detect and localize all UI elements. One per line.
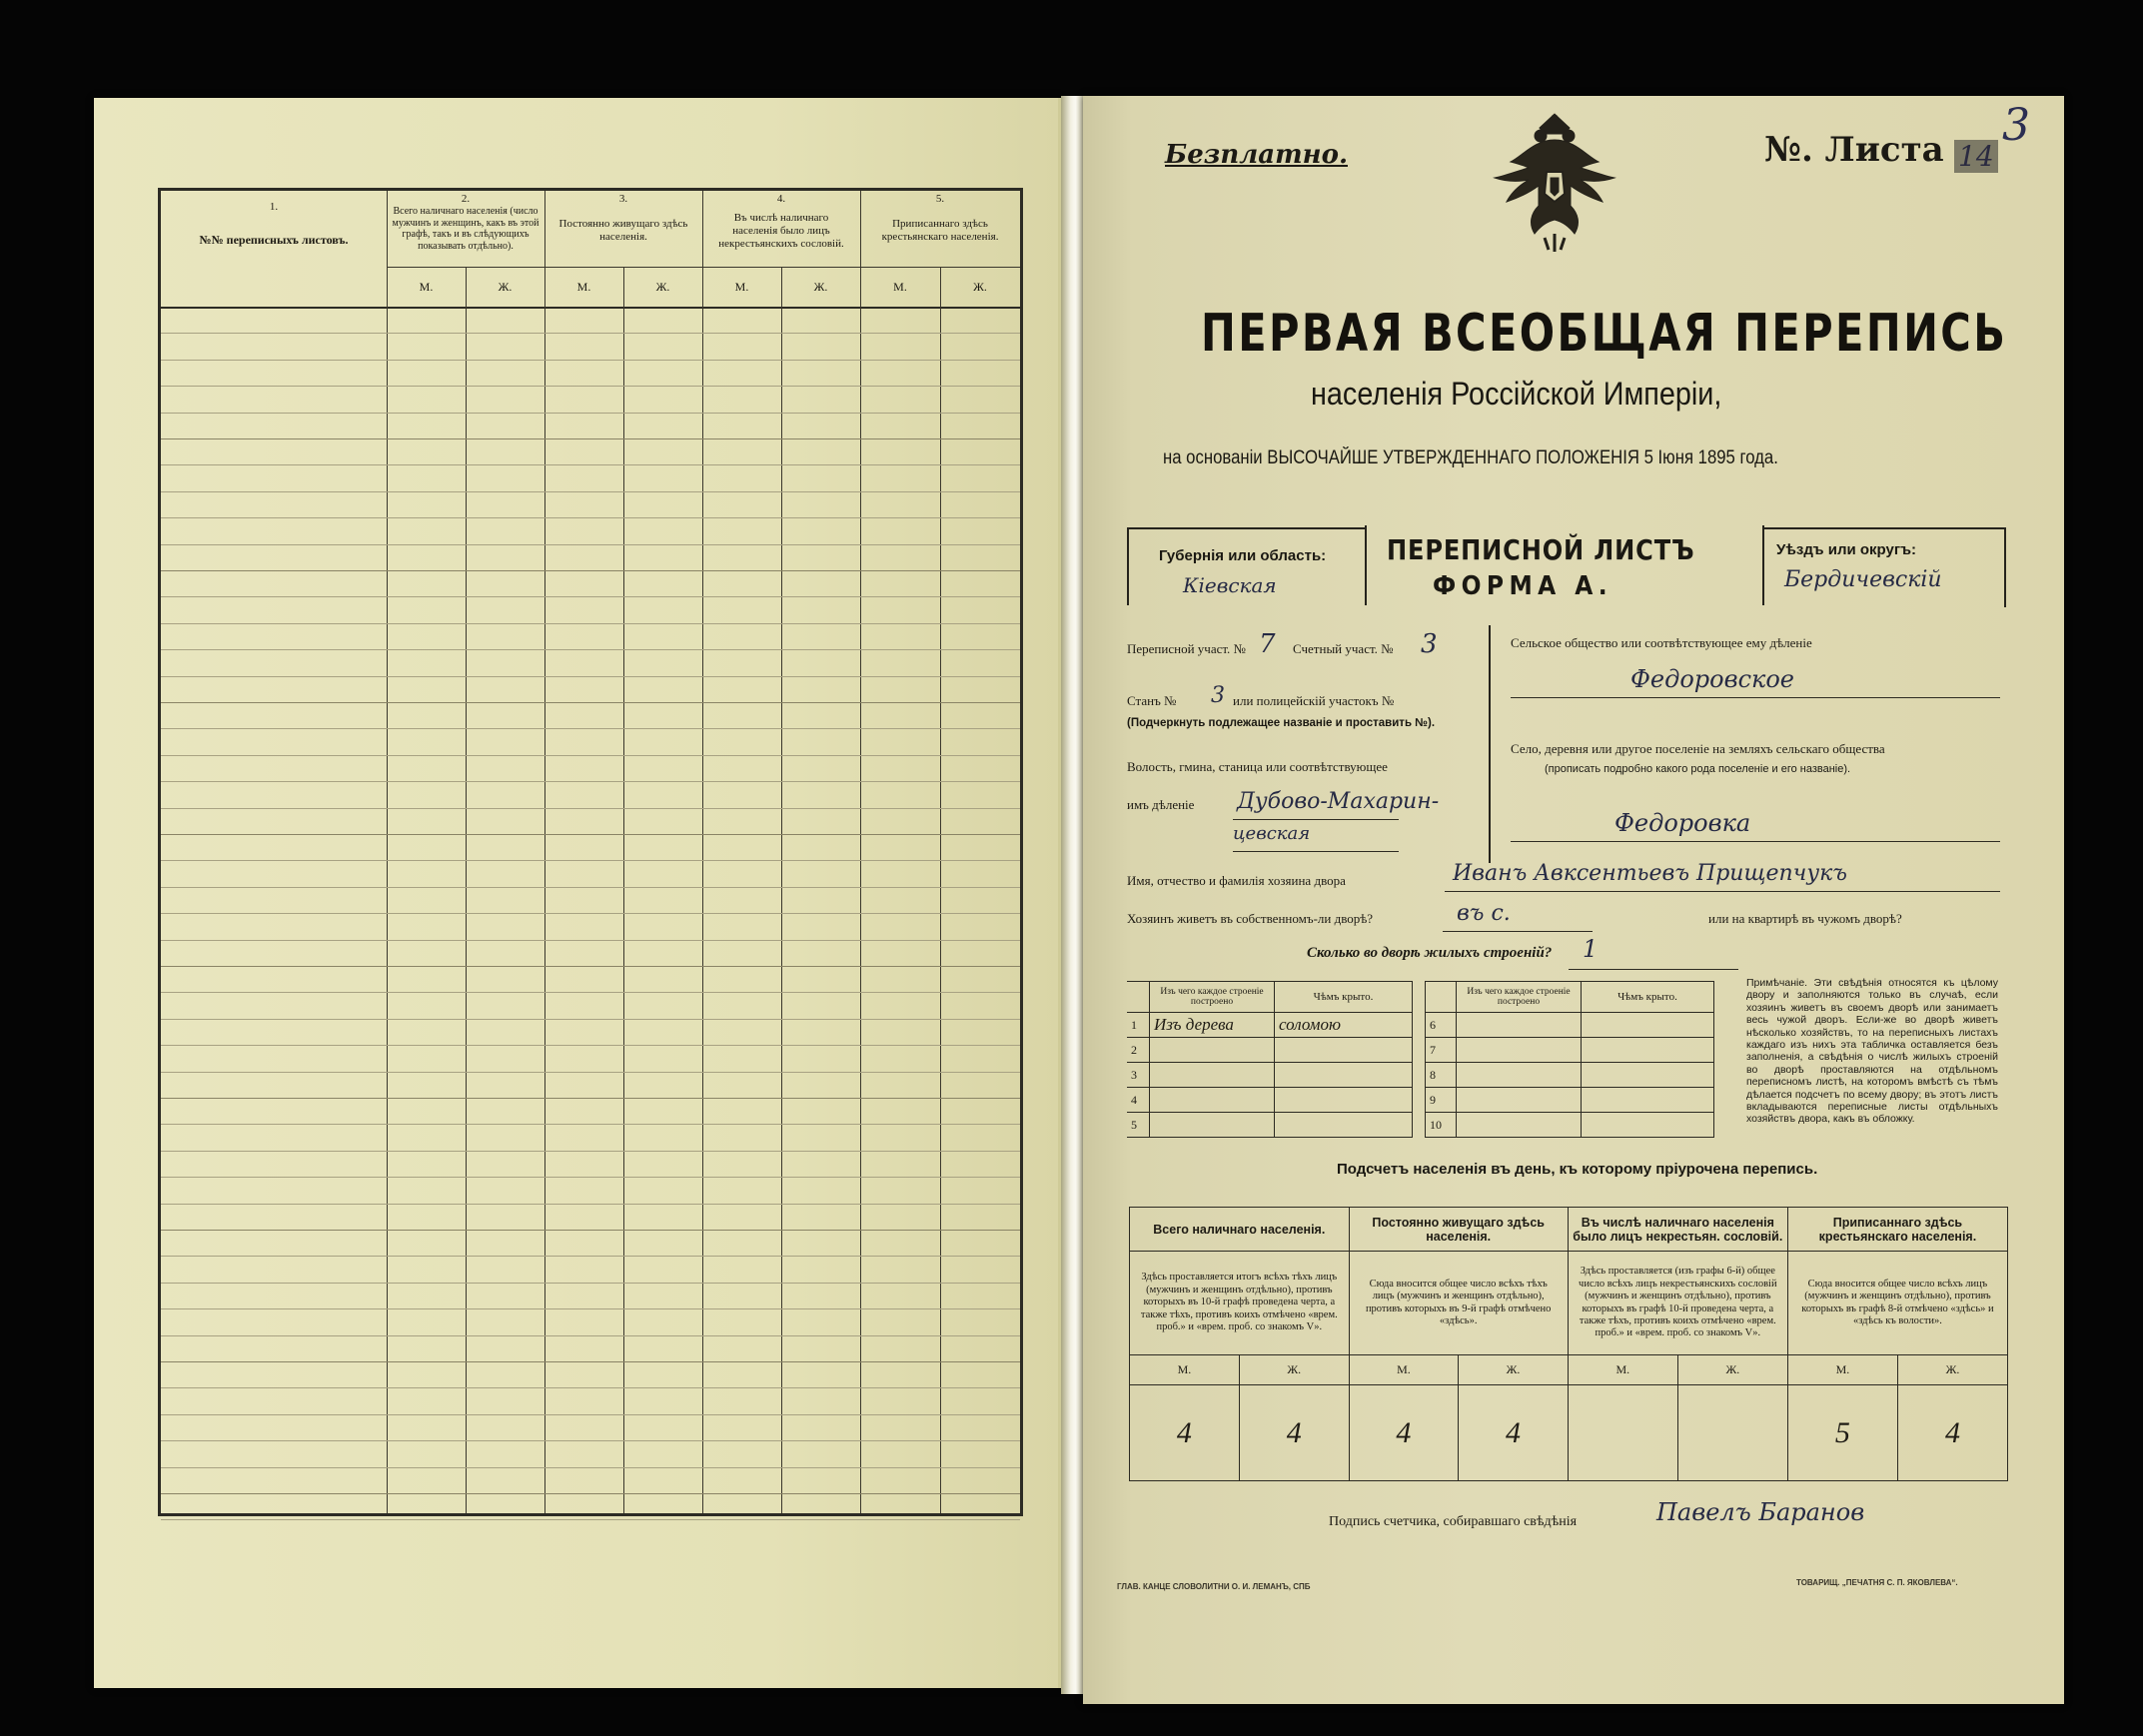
table-row-line <box>161 992 1020 993</box>
counting-district-label: Счетный участ. № <box>1293 641 1394 656</box>
table-row-line <box>161 755 1020 756</box>
right-page-census-form <box>1083 96 2064 1704</box>
tally-permanent-m: 4 <box>1349 1385 1459 1481</box>
table-row-line <box>161 1072 1020 1073</box>
table-row-line <box>161 702 1020 703</box>
col-divider <box>623 267 624 1513</box>
col3-header <box>544 191 702 267</box>
col1-header <box>161 191 387 267</box>
tally-peasant-zh: 4 <box>1897 1385 2007 1481</box>
tally-peasant-m: 5 <box>1787 1385 1897 1481</box>
printer-left: ГЛАВ. КАНЦЕ СЛОВОЛИТНИ О. И. ЛЕМАНЪ, СПБ <box>1117 1582 1311 1591</box>
table-row-line <box>161 1493 1020 1494</box>
table-row-line <box>161 517 1020 518</box>
table-row-line <box>161 1098 1020 1099</box>
imperial-eagle-emblem <box>1485 110 1624 260</box>
stan-value: 3 <box>1211 683 1225 708</box>
table-row-line <box>161 940 1020 941</box>
table-row-line <box>161 649 1020 650</box>
tally-permanent-zh: 4 <box>1459 1385 1569 1481</box>
subtitle: населенія Россійской Имперіи, <box>1311 376 1722 412</box>
main-title: ПЕРВАЯ ВСЕОБЩАЯ ПЕРЕПИСЬ <box>1201 304 2008 364</box>
table-row-line <box>161 386 1020 387</box>
bt-header-material: Изъ чего каждое строеніе построено <box>1150 982 1275 1013</box>
census-district-label: Переписной участ. № <box>1127 641 1246 656</box>
col5-header <box>860 191 1020 267</box>
village-note: (прописать подробно какого рода поселеніе и его названіе). <box>1545 763 1851 775</box>
col-divider <box>860 191 861 1513</box>
bt-row: 3 <box>1127 1063 1413 1088</box>
book-spine <box>1061 96 1085 1694</box>
sheet-number-label: №. Листа <box>1764 130 1944 170</box>
tally-m-label: М. <box>1787 1355 1897 1385</box>
printer-right: ТОВАРИЩ. „ПЕЧАТНЯ С. П. ЯКОВЛЕВА“. <box>1796 1578 1958 1587</box>
volost-label-line1: Волость, гмина, станица или соотвѣтствующее <box>1127 759 1388 774</box>
own-yard-value: въ с. <box>1457 901 1511 926</box>
rent-yard-label: или на квартирѣ въ чужомъ дворѣ? <box>1708 911 1902 926</box>
col2-number: 2. <box>461 193 471 205</box>
bt-row: 5 <box>1127 1113 1413 1138</box>
tally-non-peasant-m <box>1568 1385 1677 1481</box>
tally-desc-peasant: Сюда вносится общее число всѣхъ лицъ (мужчинъ и женщинъ отдѣльно), противъ которыхъ въ графѣ 8-й отмѣчено «здѣсь» и «здѣсь къ волости». <box>1787 1252 2007 1355</box>
table-row-line <box>161 1019 1020 1020</box>
society-value: Федоровское <box>1630 665 1794 693</box>
col3-title: Постоянно живущаго здѣсь населенія. <box>558 218 688 243</box>
table-row-line <box>161 1177 1020 1178</box>
table-row-line <box>161 834 1020 835</box>
bt-row: 7 <box>1426 1038 1714 1063</box>
form-title-line1: ПЕРЕПИСНОЙ ЛИСТЪ <box>1387 533 1695 566</box>
left-tally-table <box>158 188 1023 1516</box>
col5-male-label: М. <box>893 280 907 294</box>
table-row-line <box>161 1361 1020 1362</box>
tally-head-non-peasant: Въ числѣ наличнаго населенія было лицъ некрестьян. сословій. <box>1568 1208 1787 1252</box>
left-table-header <box>161 191 1020 309</box>
tally-m-label: М. <box>1568 1355 1677 1385</box>
table-row-line <box>161 596 1020 597</box>
table-row-line <box>161 966 1020 967</box>
table-row-line <box>161 1256 1020 1257</box>
underline-note: (Подчеркнуть подлежащее названіе и проставить №). <box>1127 717 1436 729</box>
col3-male-label: М. <box>576 280 591 294</box>
col1-title: №№ переписныхъ листовъ. <box>199 233 349 247</box>
basis-line: на основаніи ВЫСОЧАЙШЕ УТВЕРЖДЕННАГО ПОЛОЖЕНІЯ 5 Іюня 1895 года. <box>1163 447 1778 468</box>
table-row-line <box>161 413 1020 414</box>
uezd-value: Бердичевскій <box>1784 567 1942 592</box>
tally-zh-label: Ж. <box>1897 1355 2007 1385</box>
table-row-line <box>161 1308 1020 1309</box>
tally-m-label: М. <box>1130 1355 1240 1385</box>
stan-label: Станъ № <box>1127 693 1177 708</box>
table-row-line <box>161 544 1020 545</box>
free-label: Безплатно. <box>1165 140 1348 170</box>
col4-male-label: М. <box>734 280 749 294</box>
owner-value: Иванъ Авксентьевъ Прищепчукъ <box>1453 861 1847 886</box>
table-row-line <box>161 1045 1020 1046</box>
tally-title: Подсчетъ населенія въ день, къ которому пріурочена перепись. <box>1337 1161 1818 1178</box>
col2-male-label: М. <box>419 280 434 294</box>
table-row-line <box>161 860 1020 861</box>
buildings-table-right <box>1425 981 1714 1138</box>
bt-row: 9 <box>1426 1088 1714 1113</box>
table-row-line <box>161 728 1020 729</box>
police-district-label: или полицейскій участокъ № <box>1233 693 1395 708</box>
col-divider <box>466 267 467 1513</box>
col4-female-label: Ж. <box>813 280 828 294</box>
buildings-table-left <box>1127 981 1413 1138</box>
bt-header-material: Изъ чего каждое строеніе построено <box>1457 982 1582 1013</box>
tally-desc-non-peasant: Здѣсь проставляется (изъ графы 6-й) общее число всѣхъ лицъ некрестьянскихъ сословій (мужчинъ и женщинъ отдѣльно), противъ которыхъ въ графѣ 10-й проведена черта, а также тѣхъ, противъ коихъ отмѣчено «врем. проб.» и «врем. проб. со знакомъ V». <box>1568 1252 1787 1355</box>
table-row-line <box>161 491 1020 492</box>
buildings-label: Сколько во дворѣ жилыхъ строеній? <box>1307 945 1553 961</box>
signature-label: Подпись счетчика, собиравшаго свѣдѣнія <box>1329 1514 1578 1529</box>
col5-title: Приписаннаго здѣсь крестьянскаго населенія. <box>881 218 999 243</box>
table-row-line <box>161 438 1020 439</box>
col2-title: Всего наличнаго населенія (число мужчинъ и женщинъ, какъ въ этой графѣ, такъ и въ слѣдующихъ показывать отдѣльно). <box>392 206 539 252</box>
buildings-value: 1 <box>1583 935 1599 963</box>
table-row-line <box>161 1335 1020 1336</box>
gubernia-value: Кіевская <box>1183 573 1277 597</box>
table-row-line <box>161 808 1020 809</box>
volost-value-line1: Дубово-Махарин- <box>1237 789 1440 814</box>
bt-row: 1 Изъ дерева соломою <box>1127 1013 1413 1038</box>
table-row-line <box>161 676 1020 677</box>
col1-number: 1. <box>269 201 279 213</box>
tally-desc-present: Здѣсь проставляется итогъ всѣхъ тѣхъ лицъ (мужчинъ и женщинъ отдѣльно), противъ которыхъ въ 10-й графѣ проведена черта, а также тѣхъ, противъ коихъ отмѣчено «врем. проб.» и «врем. проб. со знакомъ V». <box>1130 1252 1350 1355</box>
bt-row: 2 <box>1127 1038 1413 1063</box>
uezd-label: Уѣздъ или округъ: <box>1776 541 1917 558</box>
table-row-line <box>161 1230 1020 1231</box>
col3-female-label: Ж. <box>655 280 670 294</box>
own-yard-label: Хозяинъ живетъ въ собственномъ-ли дворѣ? <box>1127 911 1374 926</box>
tally-present-m: 4 <box>1130 1385 1240 1481</box>
tally-zh-label: Ж. <box>1239 1355 1349 1385</box>
tally-zh-label: Ж. <box>1677 1355 1787 1385</box>
col-divider <box>940 267 941 1513</box>
population-tally-table <box>1129 1207 2008 1481</box>
counting-district-value: 3 <box>1421 629 1438 659</box>
tally-desc-permanent: Сюда вносится общее число всѣхъ тѣхъ лицъ (мужчинъ и женщинъ отдѣльно), противъ которыхъ въ 9-й графѣ отмѣчено «здѣсь». <box>1349 1252 1568 1355</box>
table-row-line <box>161 1440 1020 1441</box>
census-district-value: 7 <box>1259 629 1276 659</box>
table-row-line <box>161 1414 1020 1415</box>
left-page-tally-sheet <box>94 98 1061 1688</box>
corner-page-number: 3 <box>2002 100 2030 151</box>
village-label: Село, деревня или другое поселеніе на земляхъ сельскаго общества <box>1511 741 1885 756</box>
bt-row: 8 <box>1426 1063 1714 1088</box>
col-divider <box>781 267 782 1513</box>
col2-female-label: Ж. <box>498 280 513 294</box>
bt-header-roof: Чѣмъ крыто. <box>1275 982 1413 1013</box>
society-label: Сельское общество или соотвѣтствующее ему дѣленіе <box>1511 635 1812 650</box>
table-row-line <box>161 464 1020 465</box>
buildings-note: Примѣчаніе. Эти свѣдѣнія относятся къ цѣлому двору и заполняются только въ случаѣ, если хозяинъ живетъ въ своемъ дворѣ или занимаетъ весь чужой дворъ. Если-же во дворѣ живетъ нѣсколько хозяйствъ, то на переписныхъ листахъ каждаго изъ нихъ эта табличка оставляется безъ заполненія, а свѣдѣнія о числѣ жилыхъ строеній во дворѣ проставляются на отдѣльномъ переписномъ листѣ, на которомъ вмѣстѣ съ тѣмъ дѣлается подсчетъ по всему двору; въ этотъ листъ вкладываются переписные листы отдѣльныхъ хозяйствъ двора, какъ въ обложку. <box>1746 977 1998 1126</box>
village-value: Федоровка <box>1614 809 1751 837</box>
gubernia-label: Губернія или область: <box>1159 547 1327 564</box>
bt-header-roof: Чѣмъ крыто. <box>1582 982 1714 1013</box>
col4-title: Въ числѣ наличнаго населенія было лицъ некрестьянскихъ сословій. <box>718 212 844 250</box>
table-row-line <box>161 1387 1020 1388</box>
tally-present-zh: 4 <box>1239 1385 1349 1481</box>
volost-value-line2: цевская <box>1233 823 1311 844</box>
sheet-number-value: 14 <box>1954 140 1998 173</box>
table-row-line <box>161 1519 1020 1520</box>
tally-head-permanent: Постоянно живущаго здѣсь населенія. <box>1349 1208 1568 1252</box>
header-divider <box>387 267 1020 268</box>
table-row-line <box>161 913 1020 914</box>
table-row-line <box>161 570 1020 571</box>
table-row-line <box>161 1204 1020 1205</box>
bt-row: 10 <box>1426 1113 1714 1138</box>
bt-row: 4 <box>1127 1088 1413 1113</box>
col4-number: 4. <box>776 193 786 205</box>
table-row-line <box>161 887 1020 888</box>
table-row-line <box>161 1124 1020 1125</box>
tally-non-peasant-zh <box>1677 1385 1787 1481</box>
col2-header <box>387 191 544 267</box>
form-title-line2: ФОРМА А. <box>1433 571 1612 601</box>
col5-number: 5. <box>935 193 945 205</box>
table-row-line <box>161 781 1020 782</box>
table-row-line <box>161 1467 1020 1468</box>
col3-number: 3. <box>618 193 628 205</box>
col-divider <box>544 191 545 1513</box>
table-row-line <box>161 623 1020 624</box>
col-divider <box>387 191 388 1513</box>
col4-header <box>702 191 860 267</box>
tally-head-present: Всего наличнаго населенія. <box>1130 1208 1350 1252</box>
col5-female-label: Ж. <box>973 280 987 294</box>
tally-m-label: М. <box>1349 1355 1459 1385</box>
counter-signature: Павелъ Баранов <box>1656 1498 1865 1526</box>
tally-head-peasant: Приписаннаго здѣсь крестьянскаго населенія. <box>1787 1208 2007 1252</box>
bt-row: 6 <box>1426 1013 1714 1038</box>
tally-zh-label: Ж. <box>1459 1355 1569 1385</box>
field-block-divider <box>1489 625 1491 863</box>
table-row-line <box>161 1151 1020 1152</box>
col-divider <box>702 191 703 1513</box>
table-row-line <box>161 360 1020 361</box>
owner-label: Имя, отчество и фамилія хозяина двора <box>1127 873 1346 888</box>
table-row-line <box>161 333 1020 334</box>
table-row-line <box>161 1283 1020 1284</box>
volost-label-line2: имъ дѣленіе <box>1127 797 1195 812</box>
